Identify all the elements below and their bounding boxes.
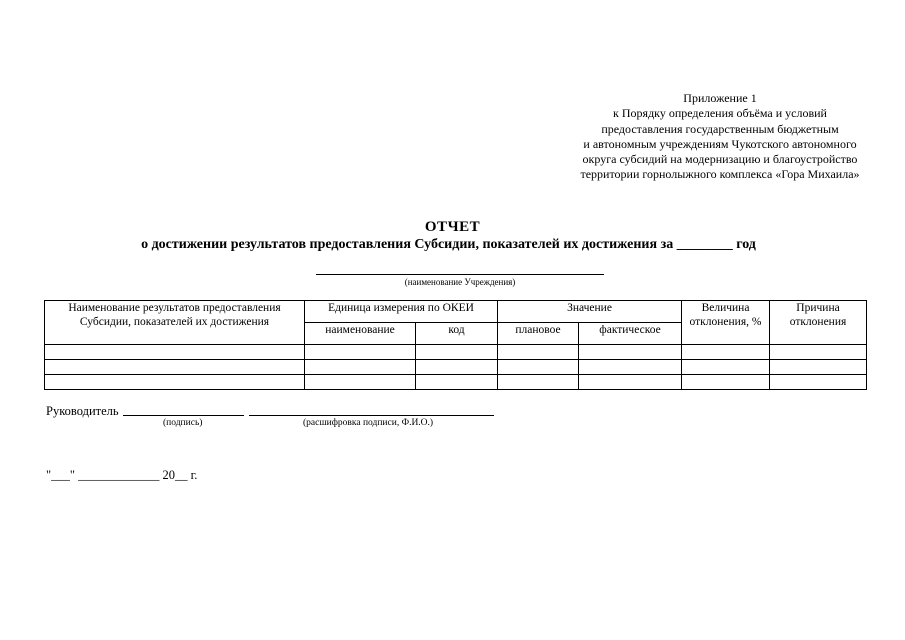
annex-header xyxy=(555,91,885,183)
institution-caption: (наименование Учреждения) xyxy=(404,277,516,287)
header-unit-code: код xyxy=(416,323,498,345)
table-cell[interactable] xyxy=(682,360,770,375)
table-cell[interactable] xyxy=(579,375,682,390)
signature-name-line[interactable] xyxy=(249,415,494,416)
annex-line: предоставления государственным бюджетным xyxy=(601,121,839,136)
annex-line: округа субсидий на модернизацию и благоустройство xyxy=(582,152,858,167)
signature-line[interactable] xyxy=(123,415,244,416)
header-unit: Единица измерения по ОКЕИ xyxy=(305,301,498,323)
table-cell[interactable] xyxy=(45,360,305,375)
table-row xyxy=(45,345,867,360)
header-deviation: Величина отклонения, % xyxy=(682,301,770,345)
table-cell[interactable] xyxy=(305,360,416,375)
table-cell[interactable] xyxy=(682,375,770,390)
header-unit-name: наименование xyxy=(305,323,416,345)
table-cell[interactable] xyxy=(498,360,579,375)
annex-line: территории горнолыжного комплекса «Гора Михаила» xyxy=(580,167,860,182)
title-main: ОТЧЕТ xyxy=(424,219,481,235)
header-value-plan: плановое xyxy=(498,323,579,345)
table-cell[interactable] xyxy=(770,345,867,360)
table-cell[interactable] xyxy=(579,345,682,360)
header-reason: Причина отклонения xyxy=(770,301,867,345)
header-value-fact: фактическое xyxy=(579,323,682,345)
annex-line: Приложение 1 xyxy=(683,91,757,105)
table-cell[interactable] xyxy=(45,375,305,390)
institution-name-line[interactable] xyxy=(316,274,604,275)
signature-caption: (подпись) xyxy=(163,418,203,428)
signature-label: Руководитель xyxy=(46,404,119,418)
table-cell[interactable] xyxy=(498,345,579,360)
table-cell[interactable] xyxy=(770,360,867,375)
annex-line: к Порядку определения объёма и условий xyxy=(613,106,827,121)
table-cell[interactable] xyxy=(579,360,682,375)
table-cell[interactable] xyxy=(498,375,579,390)
signature-name-caption: (расшифровка подписи, Ф.И.О.) xyxy=(303,418,434,428)
report-title xyxy=(0,218,905,253)
table-cell[interactable] xyxy=(45,345,305,360)
table-header-row xyxy=(45,301,867,323)
table-cell[interactable] xyxy=(682,345,770,360)
table-row xyxy=(45,360,867,375)
table-cell[interactable] xyxy=(416,345,498,360)
table-cell[interactable] xyxy=(305,345,416,360)
report-table xyxy=(44,300,867,390)
header-result: Наименование результатов предоставления Субсидии, показателей их достижения xyxy=(45,301,305,345)
table-cell[interactable] xyxy=(416,360,498,375)
table-row xyxy=(45,375,867,390)
header-value: Значение xyxy=(498,301,682,323)
date-line: "___" _____________ 20__ г. xyxy=(46,468,198,482)
table-cell[interactable] xyxy=(305,375,416,390)
annex-line: и автономным учреждениям Чукотского автономного xyxy=(583,136,857,151)
table-cell[interactable] xyxy=(416,375,498,390)
title-subtitle: о достижении результатов предоставления Субсидии, показателей их достижения за ________ год xyxy=(141,237,756,252)
table-cell[interactable] xyxy=(770,375,867,390)
